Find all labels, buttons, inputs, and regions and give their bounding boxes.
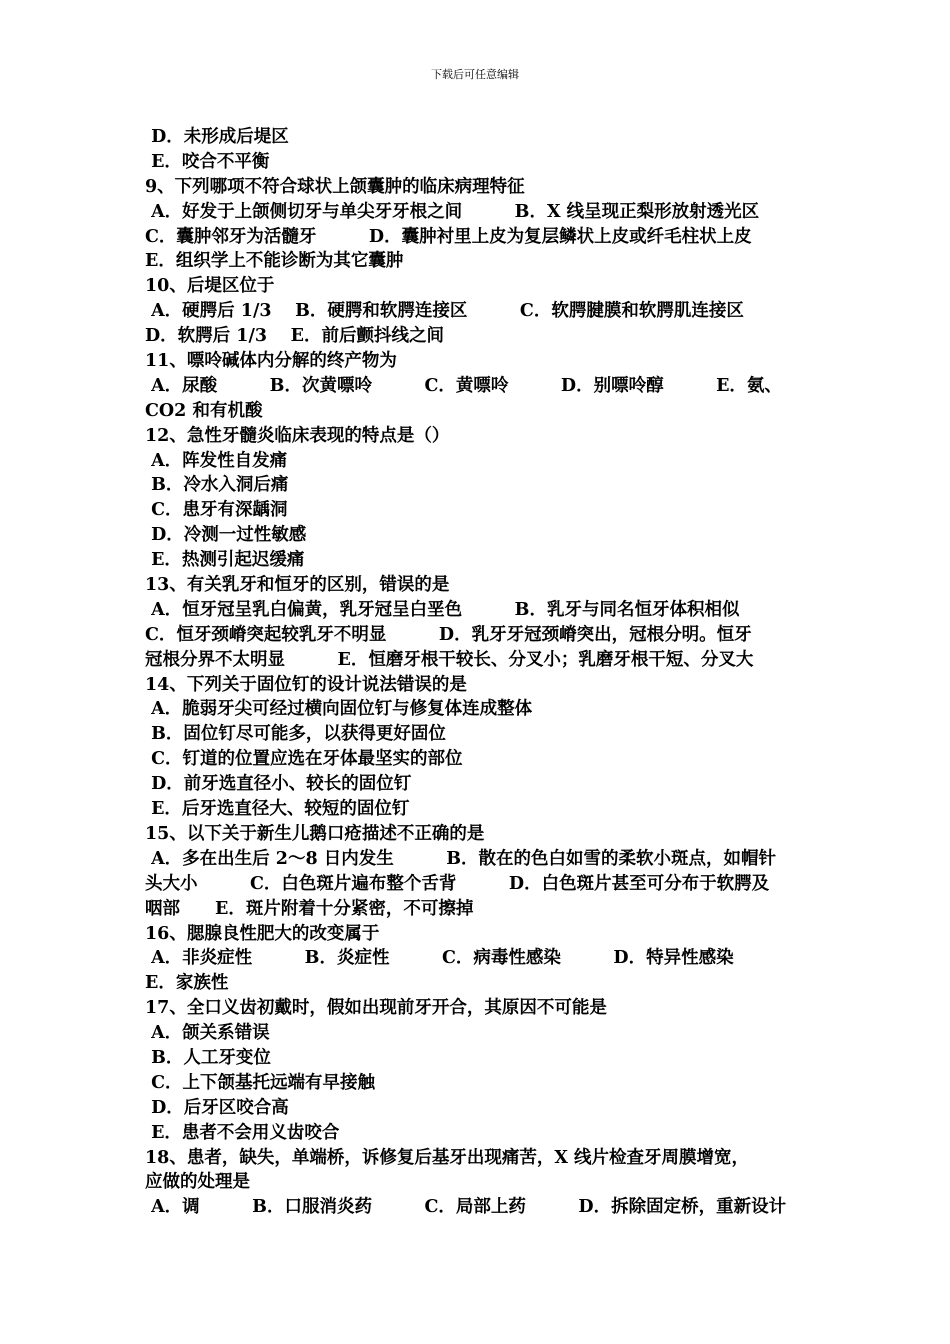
question-9: 9、下列哪项不符合球状上颌囊肿的临床病理特征 — [145, 176, 525, 197]
question-16: 16、腮腺良性肥大的改变属于 — [145, 923, 380, 944]
text-line: CO2 和有机酸 — [145, 400, 263, 421]
text-line: A．多在出生后 2～8 日内发生 B．散在的色白如雪的柔软小斑点，如帽针 — [145, 848, 776, 869]
text-line: A．恒牙冠呈乳白偏黄，乳牙冠呈白垩色 B．乳牙与同名恒牙体积相似 — [145, 599, 740, 620]
text-line: D．未形成后堤区 — [145, 127, 289, 147]
question-14: 14、下列关于固位钉的设计说法错误的是 — [145, 674, 467, 695]
text-line: B．人工牙变位 — [145, 1047, 271, 1068]
text-line: C．上下颌基托远端有早接触 — [145, 1072, 376, 1093]
text-line: E．后牙选直径大、较短的固位钉 — [145, 799, 410, 820]
text-line: A．好发于上颌侧切牙与单尖牙牙根之间 B．X 线呈现正梨形放射透光区 — [145, 201, 760, 222]
question-10: 10、后堤区位于 — [145, 276, 275, 297]
text-line: E．组织学上不能诊断为其它囊肿 — [145, 251, 404, 272]
question-text-body — [145, 125, 825, 1220]
text-line: A．颌关系错误 — [145, 1023, 270, 1044]
text-line: E．咬合不平衡 — [145, 151, 270, 172]
text-line: B．固位钉尽可能多，以获得更好固位 — [145, 724, 446, 745]
text-line: A．硬腭后 1/3 B．硬腭和软腭连接区 C．软腭腱膜和软腭肌连接区 — [145, 301, 744, 322]
text-line: A．脆弱牙尖可经过横向固位钉与修复体连成整体 — [145, 699, 533, 720]
text-line: C．患牙有深龋洞 — [145, 500, 288, 521]
text-line: A．阵发性自发痛 — [145, 450, 288, 471]
text-line: 咽部 E．斑片附着十分紧密，不可擦掉 — [145, 898, 474, 919]
text-line: B．冷水入洞后痛 — [145, 475, 289, 496]
question-11: 11、嘌呤碱体内分解的终产物为 — [145, 351, 397, 372]
text-line: 冠根分界不太明显 E．恒磨牙根干较长、分叉小；乳磨牙根干短、分叉大 — [145, 649, 754, 670]
text-line: D．前牙选直径小、较长的固位钉 — [145, 774, 412, 795]
text-line: 应做的处理是 — [145, 1172, 250, 1193]
text-line: E．热测引起迟缓痛 — [145, 550, 305, 571]
question-15: 15、以下关于新生儿鹅口疮描述不正确的是 — [145, 823, 485, 844]
question-13: 13、有关乳牙和恒牙的区别，错误的是 — [145, 575, 450, 596]
text-line: E．患者不会用义齿咬合 — [145, 1122, 340, 1143]
question-17: 17、全口义齿初戴时，假如出现前牙开合，其原因不可能是 — [145, 998, 607, 1019]
text-line: C．恒牙颈嵴突起较乳牙不明显 D．乳牙牙冠颈嵴突出，冠根分明。恒牙 — [145, 624, 752, 645]
page-header: 下载后可任意编辑 — [431, 68, 519, 81]
text-line: A．非炎症性 B．炎症性 C．病毒性感染 D．特异性感染 — [145, 948, 734, 969]
question-18: 18、患者，缺失，单端桥，诉修复后基牙出现痛苦，X 线片检查牙周膜增宽， — [145, 1147, 750, 1168]
text-line: 头大小 C．白色斑片遍布整个舌背 D．白色斑片甚至可分布于软腭及 — [145, 873, 770, 894]
text-line: A．调 B．口服消炎药 C．局部上药 D．拆除固定桥，重新设计 — [145, 1197, 787, 1218]
text-line: C．钉道的位置应选在牙体最坚实的部位 — [145, 749, 463, 770]
text-line: D．后牙区咬合高 — [145, 1097, 289, 1118]
question-12: 12、急性牙髓炎临床表现的特点是（） — [145, 425, 450, 446]
text-line: D．冷测一过性敏感 — [145, 525, 307, 546]
text-line: A．尿酸 B．次黄嘌呤 C．黄嘌呤 D．别嘌呤醇 E．氨、 — [145, 375, 782, 396]
text-line: D．软腭后 1/3 E．前后颤抖线之间 — [145, 326, 444, 347]
text-line: C．囊肿邻牙为活髓牙 D．囊肿衬里上皮为复层鳞状上皮或纤毛柱状上皮 — [145, 226, 752, 247]
text-line: E．家族性 — [145, 973, 229, 994]
